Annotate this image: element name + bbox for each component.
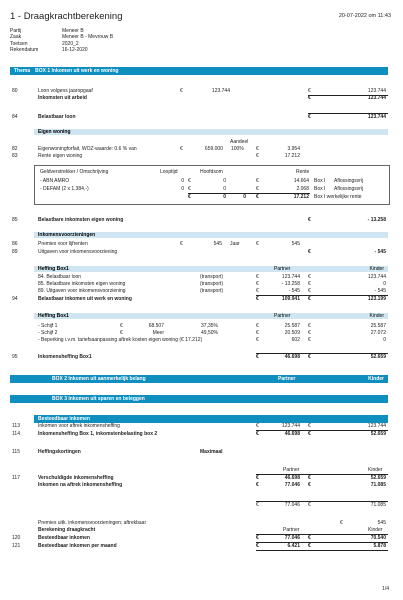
bracket-rate: 49,50% [201, 330, 218, 336]
transport-note: (transport) [200, 281, 224, 287]
euro-sign: € [256, 330, 259, 336]
euro-sign: € [256, 337, 259, 343]
row-label: Inkomensheffing Box1 [38, 354, 92, 360]
row-value: 123.744 [367, 88, 386, 94]
kinder-value: 70.540 [370, 535, 386, 541]
meta-value: 2020_2 [62, 40, 79, 47]
row-label: Berekening draagkracht [38, 527, 96, 533]
woz-amount: 659.000 [204, 146, 223, 152]
euro-sign: € [256, 186, 259, 192]
bracket-label: - Schijf 2 [38, 330, 58, 336]
kinder-value: 25.587 [370, 323, 386, 329]
section-bar-besteedbaar [34, 415, 388, 423]
kinder-value: 52.659 [370, 475, 386, 481]
euro-sign: € [180, 241, 183, 247]
row-label: Premies uitk. inkomensvoorzieningen; aftrekbaar [38, 520, 147, 526]
loan-column-header: Hoofdsom [200, 169, 223, 175]
row-number: 94 [12, 296, 18, 302]
euro-sign: € [256, 241, 259, 247]
column-header-partner: Partner [274, 313, 291, 319]
meta-value: 16-12-2020 [62, 46, 88, 53]
partner-value: 77.046 [284, 535, 300, 541]
kinder-value: 545 [377, 520, 386, 526]
subsection-title: Eigen woning [38, 129, 71, 135]
partner-value: 46.698 [284, 475, 300, 481]
loan-principal: 0 [223, 178, 226, 184]
share-percent: 100% [231, 146, 244, 152]
row-label: Inkomensheffing Box 1, inkomstenbelasting box 2 [38, 431, 158, 437]
row-label: 84. Belastbaar loon [38, 274, 82, 280]
loan-box: Box I [314, 186, 326, 192]
euro-sign: € [180, 88, 183, 94]
partner-value: - 545 [288, 288, 300, 294]
loan-type: Aflossingsvrij [334, 178, 364, 184]
row-number: 85 [12, 217, 18, 223]
euro-sign: € [256, 431, 259, 437]
kinder-value: 71.085 [370, 482, 386, 488]
partner-value: 602 [291, 337, 300, 343]
partner-value: 6.421 [287, 543, 300, 549]
section-bar-box1 [10, 67, 388, 75]
loan-total-principal: 0 [223, 194, 226, 200]
bracket-limit: 68.507 [148, 323, 164, 329]
subsection-title: Heffing Box1 [38, 313, 69, 319]
euro-sign: € [256, 482, 259, 488]
subsection-title: Inkomensvoorzieningen [38, 232, 96, 238]
euro-sign: € [256, 323, 259, 329]
kinder-value: 0 [383, 337, 386, 343]
row-number: 84 [12, 114, 18, 120]
row-label: Inkomen voor aftrek inkomensheffing [38, 423, 120, 429]
section-title: BOX 1 Inkomen uit werk en woning [35, 68, 119, 74]
section-title: BOX 3 Inkomen uit sparen en beleggen [52, 396, 145, 402]
bracket-limit: Meer [152, 330, 164, 336]
partner-value: 123.744 [281, 423, 300, 429]
column-header-kinder: Kinder [368, 527, 383, 533]
euro-sign: € [308, 337, 311, 343]
row-number: 120 [12, 535, 21, 541]
euro-sign: € [308, 274, 311, 280]
euro-sign: € [256, 153, 259, 159]
subsection-bar-heffing [34, 266, 388, 272]
euro-sign: € [256, 288, 259, 294]
row-number: 113 [12, 423, 20, 429]
section-bar-box2 [10, 375, 388, 383]
euro-sign: € [256, 281, 259, 287]
partner-value: 20.509 [284, 330, 300, 336]
euro-sign: € [256, 354, 259, 360]
partner-value: 77.046 [284, 502, 300, 508]
euro-sign: € [256, 178, 259, 184]
row-number: 117 [12, 475, 20, 481]
partner-value: 25.587 [284, 323, 300, 329]
partner-value: 77.046 [284, 482, 300, 488]
column-header-kinder: Kinder [369, 266, 384, 272]
section-title: BOX 2 Inkomen uit aanmerkelijk belang [52, 376, 146, 382]
row-label: 89. Uitgaven voor inkomensvoorziening [38, 288, 126, 294]
euro-sign: € [256, 274, 259, 280]
kinder-value: 71.085 [370, 502, 386, 508]
meta-key: Partij [10, 28, 22, 34]
euro-sign: € [308, 217, 311, 223]
row-value: - 545 [374, 249, 386, 255]
row-amount: 123.744 [211, 88, 230, 94]
euro-sign: € [308, 296, 311, 302]
bracket-rate: 37,35% [201, 323, 218, 329]
column-header-kinder: Kinder [368, 376, 384, 382]
euro-sign: € [308, 114, 311, 120]
loan-total-note: Box I werkelijke rente [314, 194, 362, 200]
bracket-label: - Schijf 1 [38, 323, 58, 329]
kinder-value: 52.659 [370, 431, 386, 437]
loan-principal: 0 [223, 186, 226, 192]
partner-value: 123.744 [281, 274, 300, 280]
row-label: Besteedbaar inkomen [38, 535, 90, 541]
row-number: 115 [12, 449, 20, 455]
meta-key: Rekendatum [10, 46, 39, 53]
row-label: Premies voor lijfrenten [38, 241, 88, 247]
euro-sign: € [256, 543, 259, 549]
euro-sign: € [308, 354, 311, 360]
row-label: Besteedbaar inkomen per maand [38, 543, 117, 549]
row-label: Loon volgens jaaropgaaf [38, 88, 93, 94]
loan-term: 0 [181, 178, 184, 184]
euro-sign: € [256, 146, 259, 152]
euro-sign: € [256, 535, 259, 541]
kinder-value: 27.072 [370, 330, 386, 336]
row-label: Belastbaar inkomen uit werk en woning [38, 296, 132, 302]
partner-value: 46.698 [284, 431, 300, 437]
column-header: Maximaal [200, 449, 223, 455]
row-number: 95 [12, 354, 18, 360]
sum-line [256, 550, 388, 551]
euro-sign: € [180, 146, 183, 152]
column-header: Aandeel [230, 139, 249, 145]
page-title: 1 - Draagkrachtberekening [10, 11, 123, 22]
column-header-kinder: Kinder [368, 467, 383, 473]
euro-sign: € [256, 194, 259, 200]
row-number: 121 [12, 543, 21, 549]
kinder-value: 5.878 [373, 543, 386, 549]
euro-sign: € [308, 95, 311, 101]
euro-sign: € [308, 288, 311, 294]
partner-value: 109.941 [281, 296, 300, 302]
loan-name: - DEFAM (2 x 1.384,-) [40, 186, 89, 192]
loan-column-header: Rente [296, 169, 310, 175]
subsection-bar-eigen-woning [34, 129, 388, 135]
euro-sign: € [308, 502, 311, 508]
kinder-value: 52.659 [370, 354, 386, 360]
partner-value: 46.698 [284, 354, 300, 360]
loan-total-term: 0 [243, 194, 246, 200]
column-header-kinder: Kinder [369, 313, 384, 319]
section-prefix: Thema [14, 68, 31, 74]
euro-sign: € [256, 423, 259, 429]
euro-sign: € [308, 431, 311, 437]
row-label: Rente eigen woning [38, 153, 83, 159]
euro-sign: € [308, 543, 311, 549]
section-title: Besteedbaar inkomen [38, 416, 90, 422]
loan-term: 0 [181, 186, 184, 192]
euro-sign: € [188, 194, 191, 200]
transport-note: (transport) [200, 288, 224, 294]
row-label: Inkomen na aftrek inkomensheffing [38, 482, 123, 488]
euro-sign: € [256, 475, 259, 481]
loan-column-header: Looptijd [160, 169, 178, 175]
row-label: Heffingskortingen [38, 449, 81, 455]
row-number: 89 [12, 249, 18, 255]
meta-value: Meneer B [62, 28, 84, 34]
row-value: 123.744 [367, 114, 386, 120]
row-label: 85. Belastbare inkomsten eigen woning [38, 281, 126, 287]
row-label: Belastbaar loon [38, 114, 76, 120]
row-number: 114 [12, 431, 20, 437]
subsection-bar-inkomensvoorzieningen [34, 232, 388, 238]
euro-sign: € [308, 535, 311, 541]
kinder-value: - 545 [374, 288, 386, 294]
column-header-partner: Partner [274, 266, 291, 272]
row-unit: Jaar [230, 241, 240, 247]
euro-sign: € [308, 88, 311, 94]
euro-sign: € [308, 281, 311, 287]
euro-sign: € [308, 330, 311, 336]
row-value: 3.954 [287, 146, 300, 152]
loan-total-interest: 17.212 [293, 194, 309, 200]
row-label: Eigenwoningforfait, WOZ-waarde: 0.6 % van [38, 146, 137, 152]
loan-interest: 14.664 [293, 178, 309, 184]
euro-sign: € [120, 330, 123, 336]
row-number: 86 [12, 241, 18, 247]
euro-sign: € [120, 323, 123, 329]
transport-note: (transport) [200, 274, 224, 280]
row-value: 17.212 [284, 153, 300, 159]
euro-sign: € [308, 249, 311, 255]
kinder-value: 123.744 [367, 423, 386, 429]
row-label: Belastbare inkomsten eigen woning [38, 217, 124, 223]
row-value: - 13.258 [367, 217, 386, 223]
meta-value: Meneer B - Mevrouw B [62, 34, 114, 41]
column-header-partner: Partner [278, 376, 296, 382]
subsection-title: Heffing Box1 [38, 266, 69, 272]
row-label: Inkomsten uit arbeid [38, 95, 87, 101]
partner-value: - 13.258 [281, 281, 300, 287]
meta-key: Toetsen [10, 40, 28, 47]
column-header-partner: Partner [283, 527, 300, 533]
euro-sign: € [188, 186, 191, 192]
loan-box: Box I [314, 178, 326, 184]
row-label: Verschuldigde inkomensheffing [38, 475, 114, 481]
page-number: 1/4 [382, 586, 389, 592]
row-value: 123.744 [367, 95, 386, 101]
euro-sign: € [256, 502, 259, 508]
row-label: Uitgaven voor inkomensvoorziening [38, 249, 118, 255]
loan-column-header: Geldverstrekker / Omschrijving [40, 169, 109, 175]
row-value: 545 [291, 241, 300, 247]
row-number: 83 [12, 153, 18, 159]
case-meta [10, 28, 113, 53]
row-amount: 545 [213, 241, 222, 247]
meta-key: Zaak [10, 34, 22, 41]
row-number: 80 [12, 88, 18, 94]
report-datetime: 20-07-2022 om 11:43 [338, 13, 391, 19]
kinder-value: 0 [383, 281, 386, 287]
euro-sign: € [308, 423, 311, 429]
row-number: 82 [12, 146, 18, 152]
euro-sign: € [308, 323, 311, 329]
bracket-label: - Beperking i.v.m. tariefsaanpassing aftrek kosten eigen woning (€ 17.212) [38, 337, 203, 343]
euro-sign: € [340, 520, 343, 526]
loan-interest: 2.068 [296, 186, 309, 192]
euro-sign: € [188, 178, 191, 184]
kinder-value: 123.744 [367, 274, 386, 280]
euro-sign: € [308, 482, 311, 488]
section-bar-box3 [10, 395, 388, 403]
loan-name: - ABN AMRO [40, 178, 70, 184]
kinder-value: 123.199 [367, 296, 386, 302]
euro-sign: € [256, 296, 259, 302]
loan-type: Aflossingsvrij [334, 186, 364, 192]
euro-sign: € [308, 475, 311, 481]
column-header-partner: Partner [283, 467, 300, 473]
subsection-bar-heffing-2 [34, 313, 388, 319]
